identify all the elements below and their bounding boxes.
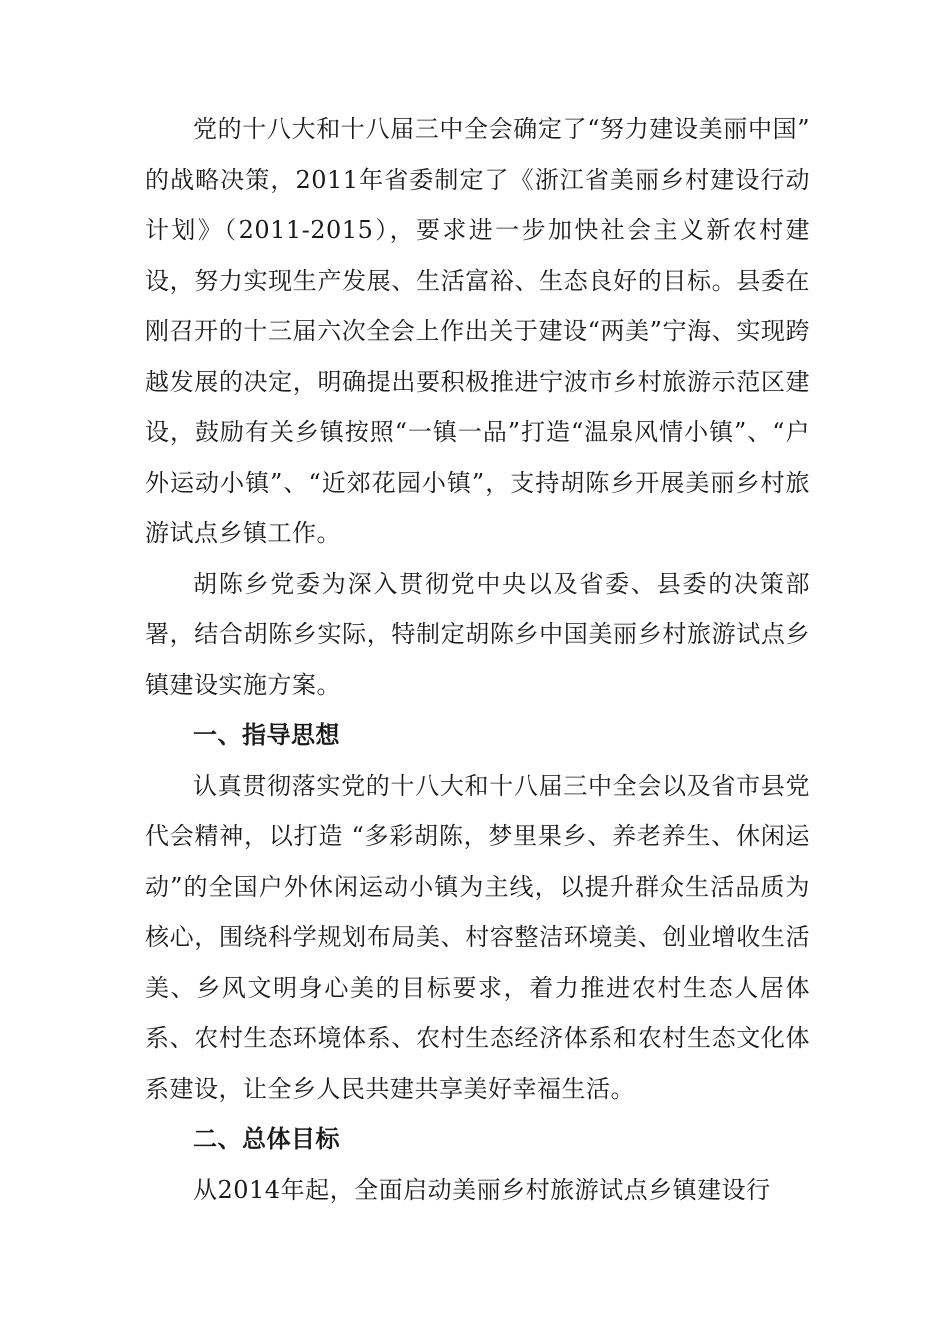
- guiding-thought-paragraph: 认真贯彻落实党的十八大和十八届三中全会以及省市县党代会精神，以打造 “多彩胡陈，梦里果乡、养老养生、休闲运动”的全国户外休闲运动小镇为主线，以提升群众生活品质为核心，围绕科学规划布局美、村容整洁环境美、创业增收生活美、乡风文明身心美的目标要求，着力推进农村生态人居体系、农村生态环境体系、农村生态经济体系和农村生态文化体系建设，让全乡人民共建共享美好幸福生活。: [145, 771, 810, 1103]
- intro-paragraph: 党的十八大和十八届三中全会确定了“努力建设美丽中国” 的战略决策，2011年省委制定了《浙江省美丽乡村建设行动计划》（2011-2015），要求进一步加快社会主义新农村建设，努力实现生产发展、生活富裕、生态良好的目标。县委在刚召开的十三届六次全会上作出关于建设“两美”宁海、实现跨越发展的决定，明确提出要积极推进宁波市乡村旅游示范区建设，鼓励有关乡镇按照“一镇一品”打造“温泉风情小镇”、“户外运动小镇”、“近郊花园小镇”，支持胡陈乡开展美丽乡村旅游试点乡镇工作。: [145, 115, 810, 547]
- purpose-paragraph: 胡陈乡党委为深入贯彻党中央以及省委、县委的决策部署，结合胡陈乡实际，特制定胡陈乡中国美丽乡村旅游试点乡镇建设实施方案。: [145, 569, 810, 699]
- section-heading-guiding-thought: 一、指导思想: [193, 721, 340, 749]
- overall-goal-paragraph: 从2014年起，全面启动美丽乡村旅游试点乡镇建设行: [193, 1175, 771, 1204]
- section-heading-overall-goal: 二、总体目标: [193, 1125, 340, 1153]
- document-page: [145, 104, 810, 1215]
